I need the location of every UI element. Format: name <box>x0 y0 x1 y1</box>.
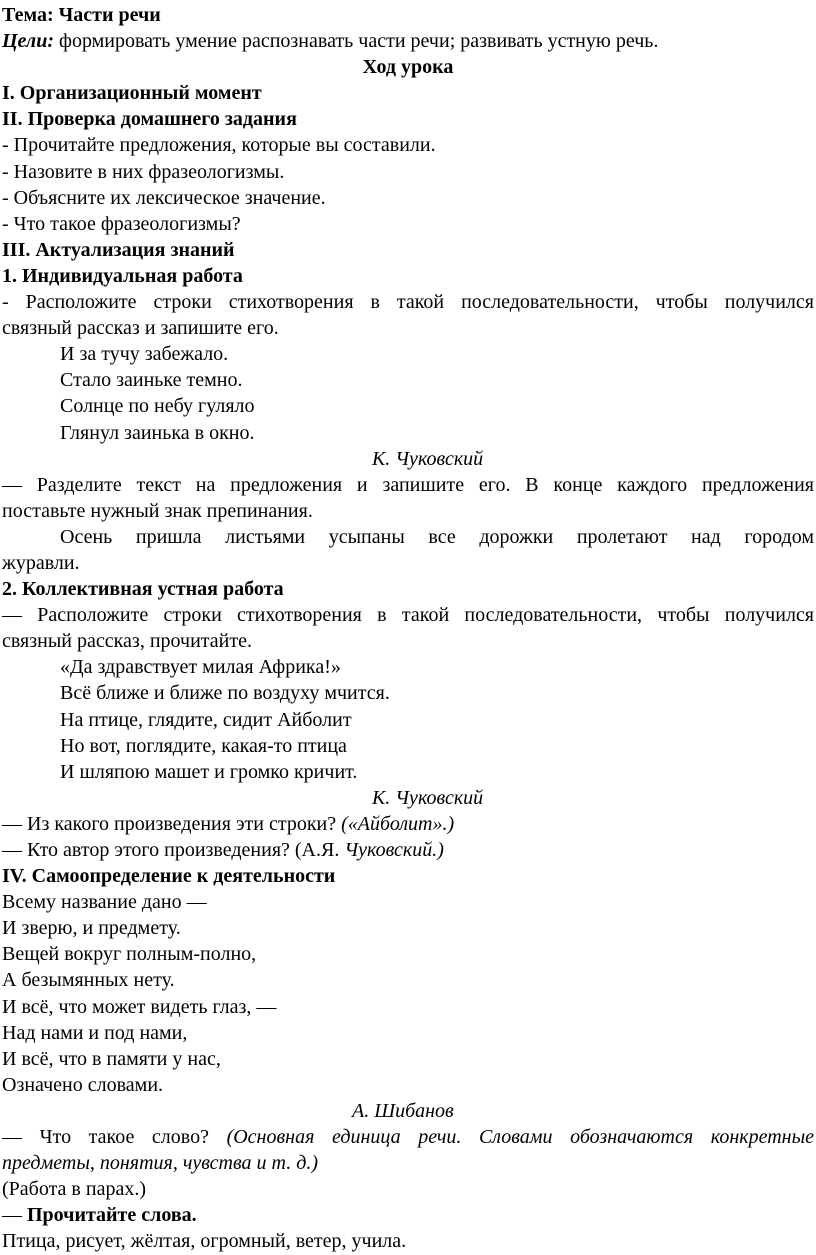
topic-value: Части речи <box>58 4 161 26</box>
poem-1-author: К. Чуковский <box>372 447 484 470</box>
poem-3-line: Вещей вокруг полным-полно, <box>2 943 257 966</box>
question-3-answer-line-2: предметы, понятия, чувства и т. д.) <box>2 1152 318 1175</box>
read-words-label: Прочитайте слова. <box>27 1204 197 1227</box>
poem-3-line: А безымянных нету. <box>2 969 175 992</box>
poem-2-author: К. Чуковский <box>372 786 484 809</box>
poem-2-line: Всё ближе и ближе по воздуху мчится. <box>60 682 390 705</box>
topic-line <box>2 2 814 28</box>
goals-line <box>2 28 814 54</box>
task-3-line-2: связный рассказ, прочитайте. <box>2 630 252 653</box>
poem-3-line: И всё, что может видеть глаз, — <box>2 995 277 1018</box>
poem-1-line: Солнце по небу гуляло <box>60 395 255 418</box>
pair-work-note: (Работа в парах.) <box>2 1178 146 1201</box>
poem-1-line: Стало заиньке темно. <box>60 369 243 392</box>
section-heading-4: IV. Самоопределение к деятельности <box>2 865 336 888</box>
poem-2-line: «Да здравствует милая Африка!» <box>60 656 341 679</box>
subsection-heading-1: 1. Индивидуальная работа <box>2 264 243 287</box>
poem-3-line: Всему название дано — <box>2 891 207 914</box>
goals-label: Цели: <box>2 30 54 53</box>
read-words-instruction <box>2 1202 814 1228</box>
task-2-line-1: — Разделите текст на предложения и запишите его. В конце каждого предложения <box>2 473 814 496</box>
task-1-line-2: связный рассказ и запишите его. <box>2 317 279 340</box>
question-3-text: — Что такое слово? <box>2 1126 227 1149</box>
question-1 <box>2 811 814 837</box>
goals-value: формировать умение распознавать части речи; развивать устную речь. <box>58 30 659 53</box>
task-2-line-2: поставьте нужный знак препинания. <box>2 499 313 522</box>
exercise-text-line-2: журавли. <box>2 551 80 574</box>
document-page <box>2 0 814 1255</box>
homework-item: - Объясните их лексическое значение. <box>2 186 326 209</box>
exercise-text-line-1: Осень пришла листьями усыпаны все дорожки пролетают над городом <box>60 525 814 548</box>
poem-1-line: И за тучу забежало. <box>60 343 229 366</box>
read-words-dash: — <box>2 1204 27 1227</box>
poem-2-line: На птице, глядите, сидит Айболит <box>60 708 352 731</box>
homework-item: - Что такое фразеологизмы? <box>2 212 241 235</box>
question-3-line-1 <box>2 1124 814 1150</box>
section-heading-1: I. Организационный момент <box>2 82 262 105</box>
poem-3-line: И зверю, и предмету. <box>2 917 181 940</box>
poem-2-line: Но вот, поглядите, какая-то птица <box>60 734 347 757</box>
poem-1-line: Глянул заинька в окно. <box>60 421 255 444</box>
poem-3-line: Означено словами. <box>2 1073 164 1096</box>
task-1-line-1: - Расположите строки стихотворения в такой последовательности, чтобы получился <box>2 291 814 314</box>
poem-3-author: А. Шибанов <box>352 1099 454 1122</box>
section-heading-3: III. Актуализация знаний <box>2 238 235 261</box>
task-3-line-1: — Расположите строки стихотворения в такой последовательности, чтобы получился <box>2 604 814 627</box>
poem-3-line: И всё, что в памяти у нас, <box>2 1047 221 1070</box>
homework-item: - Назовите в них фразеологизмы. <box>2 160 285 183</box>
question-1-answer: («Айболит».) <box>341 812 455 835</box>
section-heading-2: II. Проверка домашнего задания <box>2 108 297 131</box>
question-2-answer: Чуковский.) <box>344 839 444 861</box>
question-2-text: — Кто автор этого произведения? (А.Я. <box>2 839 345 861</box>
poem-3-line: Над нами и под нами, <box>2 1021 188 1044</box>
poem-2-line: И шляпою машет и громко кричит. <box>60 760 358 783</box>
question-2 <box>2 837 814 863</box>
course-title: Ход урока <box>362 56 454 79</box>
homework-item: - Прочитайте предложения, которые вы составили. <box>2 134 436 157</box>
question-3-answer: (Основная единица речи. Словами обозначаются конкретные <box>226 1126 814 1149</box>
question-1-text: — Из какого произведения эти строки? <box>2 812 342 835</box>
topic-label: Тема: <box>2 4 54 26</box>
word-list: Птица, рисует, жёлтая, огромный, ветер, учила. <box>2 1230 407 1253</box>
subsection-heading-2: 2. Коллективная устная работа <box>2 578 284 601</box>
